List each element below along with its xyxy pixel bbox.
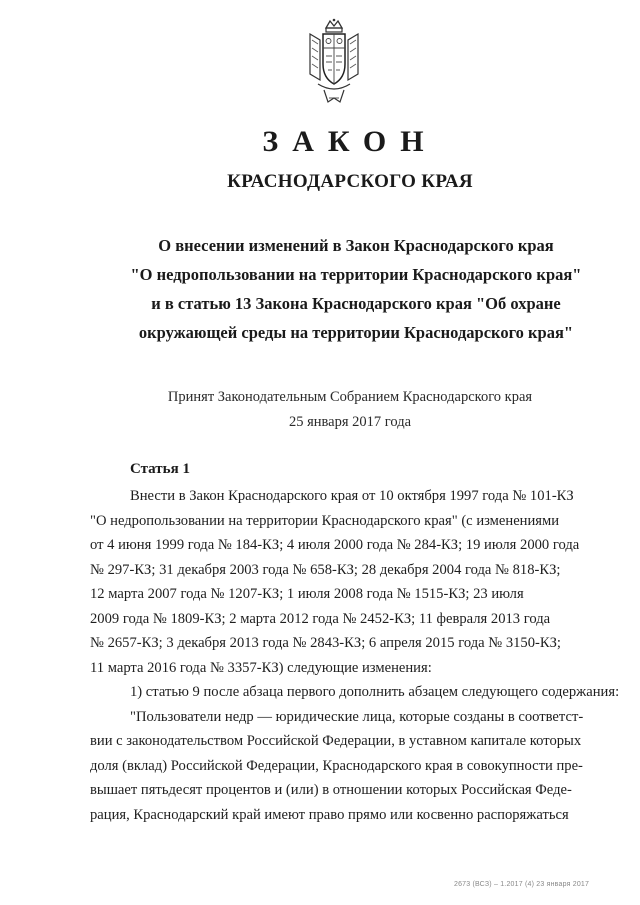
text-line: от 4 июня 1999 года № 184-КЗ; 4 июля 2000 года № 284-КЗ; 19 июля 2000 года [90, 537, 580, 553]
coat-of-arms-icon [306, 18, 362, 106]
text-line: рация, Краснодарский край имеют право прямо или косвенно распоряжаться [90, 806, 569, 823]
adoption-date: 25 января 2017 года [288, 414, 412, 430]
text-line: № 2657-КЗ; 3 декабря 2013 года № 2843-КЗ; 6 апреля 2015 года № 3150-КЗ; [90, 635, 561, 651]
subject-line: "О недропользовании на территории Краснодарского края" [130, 265, 582, 284]
adoption-body: Принят Законодательным Собранием Краснодарского края [167, 389, 533, 405]
article-text [90, 484, 620, 827]
subject-line: О внесении изменений в Закон Краснодарского края [158, 236, 554, 255]
text-line: вышает пятьдесят процентов и (или) в отношении которых Российская Феде- [90, 782, 572, 798]
text-line: доля (вклад) Российской Федерации, Краснодарского края в совокупности пре- [90, 757, 583, 774]
text-line: "Пользователи недр — юридические лица, которые созданы в соответст- [130, 708, 584, 725]
text-line: 2009 года № 1809-КЗ; 2 марта 2012 года № 2452-КЗ; 11 февраля 2013 года [90, 610, 551, 627]
subject-line: окружающей среды на территории Краснодарского края" [138, 323, 574, 342]
region-title: КРАСНОДАРСКОГО КРАЯ [227, 171, 473, 192]
footer-code: 2673 (ВСЗ) – 1.2017 (4) 23 января 2017 [454, 881, 590, 888]
text-line: 1) статью 9 после абзаца первого дополнить абзацем следующего содержания: [130, 684, 620, 700]
text-line: 12 марта 2007 года № 1207-КЗ; 1 июля 2008 года № 1515-КЗ; 23 июля [90, 586, 524, 602]
subject-line: и в статью 13 Закона Краснодарского края "Об охране [151, 294, 561, 313]
law-title: ЗАКОН [262, 125, 438, 158]
text-line: вии с законодательством Российской Федерации, в уставном капитале которых [90, 733, 582, 749]
text-line: "О недропользовании на территории Краснодарского края" (с изменениями [90, 512, 560, 529]
article-heading: Статья 1 [130, 461, 190, 477]
adoption-note [0, 385, 640, 435]
text-line: Внести в Закон Краснодарского края от 10 октября 1997 года № 101-КЗ [130, 488, 574, 504]
law-subject [0, 231, 640, 347]
text-line: № 297-КЗ; 31 декабря 2003 года № 658-КЗ; 28 декабря 2004 года № 818-КЗ; [90, 561, 561, 578]
text-line: 11 марта 2016 года № 3357-КЗ) следующие изменения: [90, 659, 432, 676]
